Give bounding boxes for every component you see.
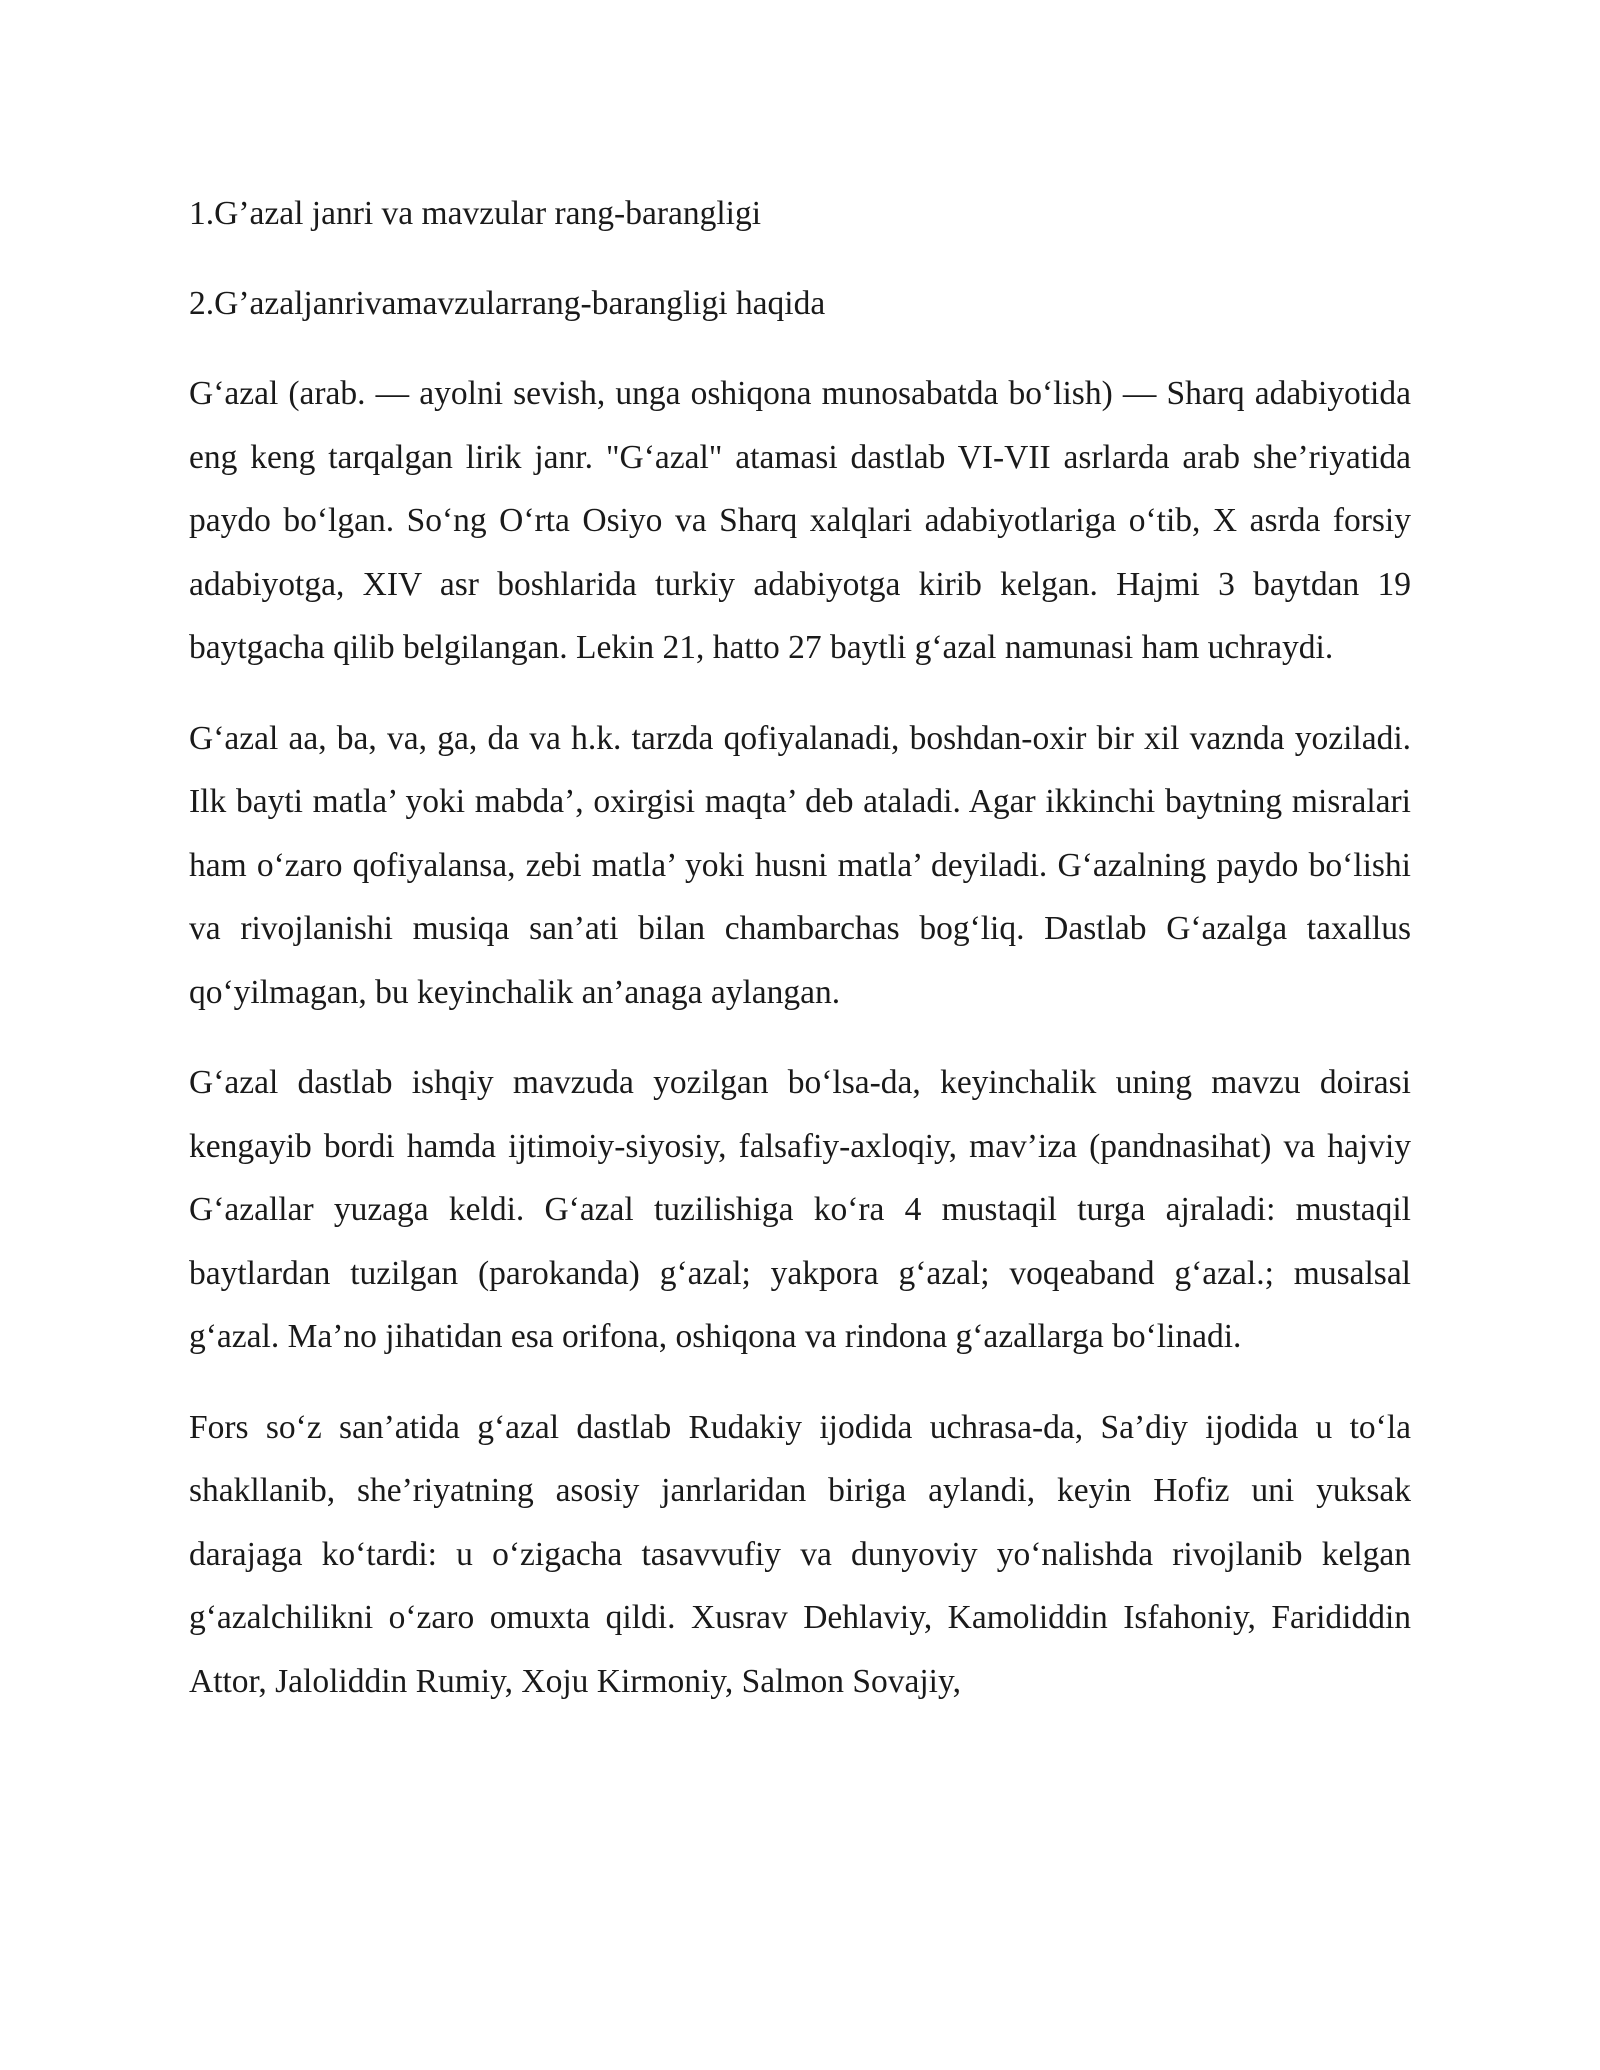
paragraph-4: Fors so‘z san’atida g‘azal dastlab Rudakiy ijodida uchrasa-da, Sa’diy ijodida u to‘la shakllanib, she’riyatning asosiy janrlaridan biriga aylandi, keyin Hofiz uni yuksak darajaga ko‘tardi: u o‘zigacha tasavvufiy va dunyoviy yo‘nalishda rivojlanib kelgan g‘azalchilikni o‘zaro omuxta qildi. Xusrav Dehlaviy, Kamoliddin Isfahoniy, Farididdin Attor, Jaloliddin Rumiy, Xoju Kirmoniy, Salmon Sovajiy,	[189, 1408, 1411, 1700]
paragraph-1: G‘azal (arab. — ayolni sevish, unga oshiqona munosabatda bo‘lish) — Sharq adabiyotida eng keng tarqalgan lirik janr. "G‘azal" atamasi dastlab VI-VII asrlarda arab she’riyatida paydo bo‘lgan. So‘ng O‘rta Osiyo va Sharq xalqlari adabiyotlariga o‘tib, X asrda forsiy adabiyotga, XIV asr boshlarida turkiy adabiyotga kirib kelgan. Hajmi 3 baytdan 19 baytgacha qilib belgilangan. Lekin 21, hatto 27 baytli g‘azal namunasi ham uchraydi.	[189, 375, 1411, 666]
paragraph-2: G‘azal aa, ba, va, ga, da va h.k. tarzda qofiyalanadi, boshdan-oxir bir xil vaznda yoziladi. Ilk bayti matla’ yoki mabda’, oxirgisi maqta’ deb ataladi. Agar ikkinchi baytning misralari ham o‘zaro qofiyalansa, zebi matla’ yoki husni matla’ deyiladi. G‘azalning paydo bo‘lishi va rivojlanishi musiqa san’ati bilan chambarchas bog‘liq. Dastlab G‘azalga taxallus qo‘yilmagan, bu keyinchalik an’anaga aylangan.	[189, 719, 1411, 1011]
heading-2: 2.G’azaljanrivamavzularrang-barangligi haqida	[189, 285, 826, 322]
heading-1: 1.G’azal janri va mavzular rang-barangligi	[189, 195, 762, 232]
document-page	[189, 182, 1411, 1713]
paragraph-3: G‘azal dastlab ishqiy mavzuda yozilgan bo‘lsa-da, keyinchalik uning mavzu doirasi kengayib bordi hamda ijtimoiy-siyosiy, falsafiy-axloqiy, mav’iza (pandnasihat) va hajviy G‘azallar yuzaga keldi. G‘azal tuzilishiga ko‘ra 4 mustaqil turga ajraladi: mustaqil baytlardan tuzilgan (parokanda) g‘azal; yakpora g‘azal; voqeaband g‘azal.; musalsal g‘azal. Ma’no jihatidan esa orifona, oshiqona va rindona g‘azallarga bo‘linadi.	[189, 1064, 1411, 1355]
